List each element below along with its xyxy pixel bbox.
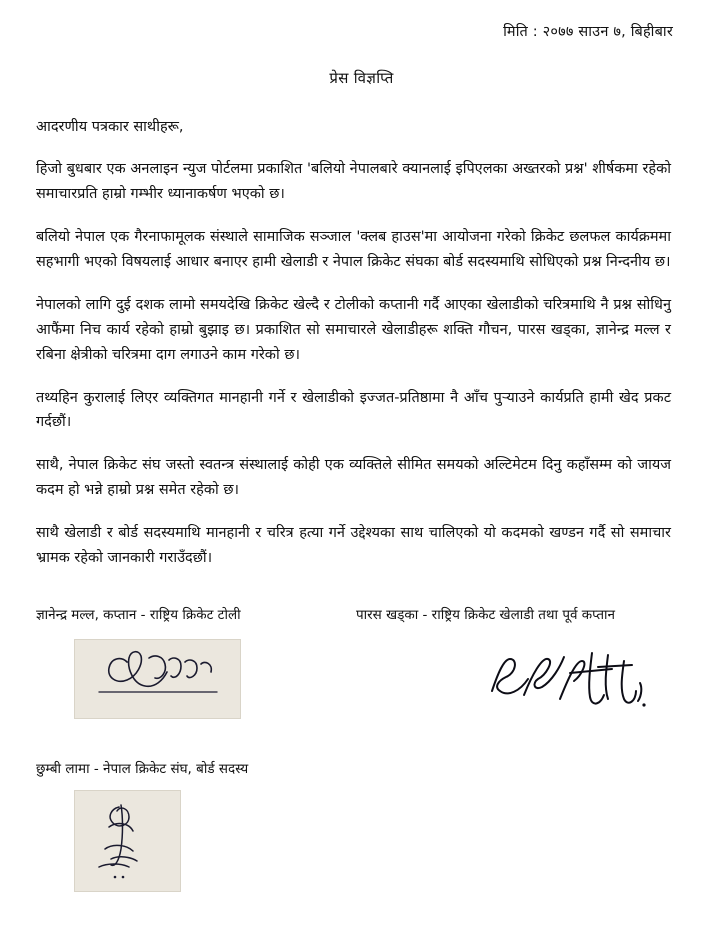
signature-row-1 bbox=[34, 639, 679, 731]
signatory-name-1: ज्ञानेन्द्र मल्ल, कप्तान - राष्ट्रिय क्रिकेट टोली bbox=[36, 607, 241, 624]
signatory-name-2: पारस खड्का - राष्ट्रिय क्रिकेट खेलाडी तथा पूर्व कप्तान bbox=[356, 607, 616, 624]
body-paragraph-2: बलियो नेपाल एक गैरनाफामूलक संस्थाले सामाजिक सञ्जाल 'क्लब हाउस'मा आयोजना गरेको क्रिकेट छलफल कार्यक्रममा सहभागी भएको विषयलाई आधार बनाएर हामी खेलाडी र नेपाल क्रिकेट संघका बोर्ड सदस्यमाथि सोधिएको प्रश्न निन्दनीय छ। bbox=[36, 228, 671, 270]
signature-chumbi-lama bbox=[74, 790, 181, 892]
signature-stroke-3 bbox=[75, 791, 178, 889]
signature-stroke-2 bbox=[484, 643, 664, 723]
body-paragraph-3: नेपालको लागि दुई दशक लामो समयदेखि क्रिकेट खेल्दै र टोलीको कप्तानी गर्दै आएका खेलाडीको चरित्रमाथि नै प्रश्न सोधिनु आफैंमा निच कार्य रहेको हाम्रो बुझाइ छ। प्रकाशित सो समाचारले खेलाडीहरू शक्ति गौचन, पारस खड्का, ज्ञानेन्द्र मल्ल र रबिना क्षेत्रीको चरित्रमा दाग लगाउने काम गरेको छ। bbox=[36, 296, 671, 363]
signature-gyanendra-malla bbox=[74, 639, 241, 719]
signatory-names-row bbox=[36, 605, 679, 627]
body-paragraph-6: साथै खेलाडी र बोर्ड सदस्यमाथि मानहानी र चरित्र हत्या गर्ने उद्देश्यका साथ चालिएको यो कदमको खण्डन गर्दै सो समाचार भ्रामक रहेको जानकारी गराउँदछौं। bbox=[36, 525, 671, 567]
document-date: मिति : २०७७ साउन ७, बिहीबार bbox=[503, 24, 673, 40]
signature-paras-khadka bbox=[484, 643, 664, 723]
document-title: प्रेस विज्ञप्ति bbox=[329, 68, 394, 87]
body-paragraph-1: हिजो बुधबार एक अनलाइन न्युज पोर्टलमा प्रकाशित 'बलियो नेपालबारे क्यानलाई इपिएलका अख्तरको प्रश्न' शीर्षकमा रहेको समाचारप्रति हाम्रो गम्भीर ध्यानाकर्षण भएको छ। bbox=[36, 160, 671, 202]
salutation: आदरणीय पत्रकार साथीहरू, bbox=[36, 118, 184, 135]
body-paragraph-4: तथ्यहिन कुरालाई लिएर व्यक्तिगत मानहानी गर्ने र खेलाडीको इज्जत-प्रतिष्ठामा नै आँच पुऱ्याउने कार्यप्रति हामी खेद प्रकट गर्दछौं। bbox=[36, 389, 671, 431]
body-paragraph-5: साथै, नेपाल क्रिकेट संघ जस्तो स्वतन्त्र संस्थालाई कोही एक व्यक्तिले सीमित समयको अल्टिमेटम दिनु कहाँसम्म को जायज कदम हो भन्ने हाम्रो प्रश्न समेत रहेको छ। bbox=[36, 457, 671, 499]
signature-row-2 bbox=[34, 790, 679, 900]
signature-stroke-1 bbox=[75, 640, 238, 716]
signatory-name-3: छुम्बी लामा - नेपाल क्रिकेट संघ, बोर्ड सदस्य bbox=[36, 760, 249, 777]
